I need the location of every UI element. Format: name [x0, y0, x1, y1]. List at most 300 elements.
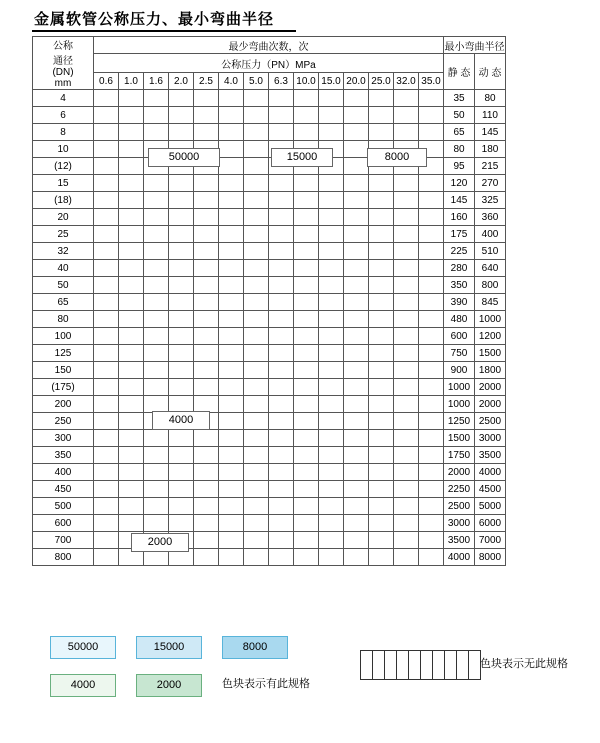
- spec-cell: [169, 328, 194, 345]
- spec-cell: [194, 107, 219, 124]
- radius-dynamic-cell: 145: [475, 124, 506, 141]
- spec-cell: [144, 175, 169, 192]
- dn-cell: 40: [33, 260, 94, 277]
- spec-cell: [244, 90, 269, 107]
- table-row: [33, 158, 506, 175]
- dn-cell: 8: [33, 124, 94, 141]
- radius-static-cell: 175: [444, 226, 475, 243]
- spec-cell: [219, 532, 244, 549]
- spec-cell: [369, 430, 394, 447]
- spec-cell: [219, 328, 244, 345]
- spec-cell: [419, 107, 444, 124]
- legend-swatch-cell: [397, 651, 409, 680]
- spec-cell: [294, 396, 319, 413]
- legend-swatch-cell: [409, 651, 421, 680]
- spec-cell: [344, 209, 369, 226]
- spec-cell: [94, 430, 119, 447]
- spec-cell: [344, 498, 369, 515]
- legend-note-no-spec: 色块表示无此规格: [480, 658, 568, 670]
- spec-cell: [294, 464, 319, 481]
- radius-static-cell: 225: [444, 243, 475, 260]
- table-row: [33, 311, 506, 328]
- header-row-2: [33, 54, 506, 73]
- spec-cell: [119, 379, 144, 396]
- spec-cell: [319, 294, 344, 311]
- spec-cell: [169, 260, 194, 277]
- spec-cell: [394, 294, 419, 311]
- spec-cell: [369, 107, 394, 124]
- spec-cell: [144, 192, 169, 209]
- spec-cell: [219, 345, 244, 362]
- radius-static-cell: 600: [444, 328, 475, 345]
- spec-cell: [294, 175, 319, 192]
- spec-cell: [119, 192, 144, 209]
- spec-cell: [269, 481, 294, 498]
- spec-cell: [369, 277, 394, 294]
- spec-cell: [269, 209, 294, 226]
- spec-cell: [244, 328, 269, 345]
- spec-cell: [94, 124, 119, 141]
- spec-cell: [169, 498, 194, 515]
- spec-cell: [394, 396, 419, 413]
- dn-cell: 800: [33, 549, 94, 566]
- radius-static-cell: 1000: [444, 379, 475, 396]
- spec-cell: [269, 345, 294, 362]
- spec-cell: [419, 447, 444, 464]
- spec-cell: [319, 379, 344, 396]
- legend-swatch-cell: [361, 651, 373, 680]
- spec-cell: [319, 481, 344, 498]
- spec-cell: [294, 260, 319, 277]
- callout-label: 4000: [152, 411, 210, 430]
- radius-dynamic-cell: 2500: [475, 413, 506, 430]
- radius-dynamic-cell: 4500: [475, 481, 506, 498]
- spec-cell: [94, 464, 119, 481]
- spec-cell: [269, 328, 294, 345]
- pn-value-header: 5.0: [244, 73, 269, 90]
- radius-static-cell: 160: [444, 209, 475, 226]
- spec-cell: [194, 345, 219, 362]
- spec-cell: [169, 345, 194, 362]
- pn-value-header: 1.0: [119, 73, 144, 90]
- spec-cell: [269, 549, 294, 566]
- dn-cell: (175): [33, 379, 94, 396]
- spec-cell: [394, 447, 419, 464]
- spec-cell: [194, 464, 219, 481]
- spec-cell: [419, 498, 444, 515]
- spec-cell: [244, 209, 269, 226]
- spec-cell: [219, 311, 244, 328]
- spec-cell: [194, 532, 219, 549]
- spec-cell: [319, 243, 344, 260]
- spec-cell: [319, 311, 344, 328]
- radius-static-cell: 3000: [444, 515, 475, 532]
- spec-cell: [244, 277, 269, 294]
- dn-cell: 20: [33, 209, 94, 226]
- spec-cell: [144, 515, 169, 532]
- spec-cell: [219, 277, 244, 294]
- spec-cell: [194, 90, 219, 107]
- spec-cell: [144, 107, 169, 124]
- spec-cell: [319, 124, 344, 141]
- legend-box-2000: 2000: [136, 674, 202, 697]
- table-row: [33, 464, 506, 481]
- spec-cell: [219, 362, 244, 379]
- dn-cell: 50: [33, 277, 94, 294]
- spec-cell: [94, 481, 119, 498]
- spec-cell: [194, 379, 219, 396]
- spec-cell: [269, 226, 294, 243]
- spec-cell: [394, 328, 419, 345]
- dn-cell: 500: [33, 498, 94, 515]
- spec-cell: [369, 209, 394, 226]
- spec-cell: [144, 260, 169, 277]
- spec-cell: [169, 277, 194, 294]
- table-row: [33, 362, 506, 379]
- spec-cell: [294, 413, 319, 430]
- page-title: 金属软管公称压力、最小弯曲半径: [34, 10, 275, 28]
- spec-cell: [344, 413, 369, 430]
- spec-cell: [369, 124, 394, 141]
- spec-cell: [319, 549, 344, 566]
- spec-cell: [294, 447, 319, 464]
- spec-cell: [194, 447, 219, 464]
- spec-cell: [219, 396, 244, 413]
- radius-dynamic-cell: 360: [475, 209, 506, 226]
- spec-cell: [94, 226, 119, 243]
- spec-cell: [244, 549, 269, 566]
- spec-cell: [344, 532, 369, 549]
- table-row: [33, 124, 506, 141]
- spec-cell: [369, 379, 394, 396]
- spec-cell: [244, 141, 269, 158]
- spec-cell: [194, 226, 219, 243]
- spec-cell: [244, 175, 269, 192]
- spec-cell: [194, 328, 219, 345]
- spec-cell: [244, 107, 269, 124]
- spec-cell: [369, 294, 394, 311]
- spec-cell: [344, 515, 369, 532]
- spec-cell: [269, 532, 294, 549]
- spec-cell: [319, 192, 344, 209]
- spec-cell: [169, 226, 194, 243]
- spec-cell: [344, 430, 369, 447]
- spec-cell: [419, 549, 444, 566]
- bend-radius-header: 最小弯曲半径: [444, 37, 506, 54]
- spec-cell: [319, 260, 344, 277]
- spec-cell: [394, 464, 419, 481]
- dn-cell: 15: [33, 175, 94, 192]
- spec-cell: [369, 192, 394, 209]
- pn-value-header: 35.0: [419, 73, 444, 90]
- spec-cell: [244, 447, 269, 464]
- spec-cell: [419, 192, 444, 209]
- spec-cell: [169, 430, 194, 447]
- dn-cell: 80: [33, 311, 94, 328]
- spec-cell: [119, 226, 144, 243]
- radius-dynamic-cell: 6000: [475, 515, 506, 532]
- dn-cell: 100: [33, 328, 94, 345]
- spec-cell: [244, 379, 269, 396]
- spec-cell: [144, 345, 169, 362]
- dn-cell: 25: [33, 226, 94, 243]
- spec-cell: [194, 124, 219, 141]
- spec-cell: [419, 379, 444, 396]
- spec-cell: [144, 498, 169, 515]
- spec-cell: [219, 515, 244, 532]
- spec-cell: [94, 209, 119, 226]
- spec-cell: [419, 90, 444, 107]
- spec-cell: [169, 124, 194, 141]
- dn-cell: 200: [33, 396, 94, 413]
- callout-label: 15000: [271, 148, 333, 167]
- pn-value-header: 32.0: [394, 73, 419, 90]
- spec-cell: [319, 362, 344, 379]
- spec-cell: [369, 226, 394, 243]
- spec-cell: [294, 498, 319, 515]
- dn-header-line-3: (DN): [52, 67, 74, 78]
- spec-cell: [219, 175, 244, 192]
- radius-dynamic-cell: 325: [475, 192, 506, 209]
- spec-cell: [144, 328, 169, 345]
- spec-cell: [294, 532, 319, 549]
- spec-cell: [119, 141, 144, 158]
- spec-cell: [219, 430, 244, 447]
- dn-header-line-1: 公称: [53, 41, 73, 52]
- table-row: [33, 192, 506, 209]
- spec-cell: [319, 209, 344, 226]
- legend-box-4000: 4000: [50, 674, 116, 697]
- spec-cell: [144, 277, 169, 294]
- pn-value-header: 10.0: [294, 73, 319, 90]
- spec-cell: [294, 226, 319, 243]
- spec-cell: [394, 532, 419, 549]
- spec-cell: [394, 549, 419, 566]
- spec-cell: [219, 413, 244, 430]
- spec-table: [32, 36, 506, 566]
- spec-cell: [169, 379, 194, 396]
- spec-cell: [94, 277, 119, 294]
- dn-header-line-2: 通径: [53, 56, 73, 67]
- spec-cell: [369, 464, 394, 481]
- spec-cell: [294, 243, 319, 260]
- pn-value-header: 4.0: [219, 73, 244, 90]
- spec-cell: [394, 226, 419, 243]
- spec-cell: [394, 345, 419, 362]
- spec-cell: [344, 464, 369, 481]
- spec-cell: [269, 464, 294, 481]
- radius-dynamic-cell: 180: [475, 141, 506, 158]
- spec-cell: [294, 345, 319, 362]
- spec-cell: [169, 209, 194, 226]
- radius-dynamic-cell: 3000: [475, 430, 506, 447]
- spec-cell: [119, 294, 144, 311]
- spec-cell: [319, 498, 344, 515]
- spec-cell: [269, 311, 294, 328]
- spec-cell: [219, 549, 244, 566]
- table-row: [33, 549, 506, 566]
- spec-cell: [169, 362, 194, 379]
- spec-cell: [194, 515, 219, 532]
- spec-cell: [244, 260, 269, 277]
- dn-cell: (18): [33, 192, 94, 209]
- spec-cell: [269, 243, 294, 260]
- spec-cell: [344, 481, 369, 498]
- spec-cell: [219, 498, 244, 515]
- spec-cell: [369, 447, 394, 464]
- spec-cell: [144, 124, 169, 141]
- spec-cell: [244, 532, 269, 549]
- radius-dynamic-cell: 2000: [475, 396, 506, 413]
- spec-cell: [344, 192, 369, 209]
- table-row: [33, 345, 506, 362]
- spec-cell: [344, 226, 369, 243]
- spec-cell: [219, 124, 244, 141]
- spec-cell: [294, 311, 319, 328]
- spec-cell: [244, 294, 269, 311]
- dn-cell: 6: [33, 107, 94, 124]
- radius-dynamic-cell: 1000: [475, 311, 506, 328]
- spec-cell: [94, 379, 119, 396]
- spec-cell: [294, 124, 319, 141]
- pn-value-header: 25.0: [369, 73, 394, 90]
- spec-cell: [244, 515, 269, 532]
- spec-cell: [194, 362, 219, 379]
- spec-cell: [119, 413, 144, 430]
- spec-cell: [344, 124, 369, 141]
- spec-cell: [394, 260, 419, 277]
- radius-dynamic-cell: 1500: [475, 345, 506, 362]
- spec-cell: [344, 311, 369, 328]
- spec-cell: [344, 141, 369, 158]
- spec-cell: [294, 90, 319, 107]
- table-row: [33, 430, 506, 447]
- spec-cell: [144, 243, 169, 260]
- spec-cell: [344, 158, 369, 175]
- spec-cell: [294, 430, 319, 447]
- table-row: [33, 532, 506, 549]
- table-row: [33, 107, 506, 124]
- callout-label: 50000: [148, 148, 220, 167]
- spec-cell: [94, 413, 119, 430]
- spec-cell: [144, 379, 169, 396]
- spec-cell: [344, 175, 369, 192]
- spec-cell: [319, 226, 344, 243]
- spec-cell: [369, 90, 394, 107]
- dn-cell: (12): [33, 158, 94, 175]
- spec-cell: [194, 294, 219, 311]
- spec-cell: [419, 345, 444, 362]
- spec-cell: [169, 243, 194, 260]
- spec-cell: [394, 90, 419, 107]
- radius-dynamic-cell: 110: [475, 107, 506, 124]
- spec-cell: [219, 90, 244, 107]
- spec-cell: [119, 311, 144, 328]
- spec-cell: [269, 175, 294, 192]
- spec-cell: [94, 311, 119, 328]
- spec-cell: [419, 532, 444, 549]
- spec-cell: [194, 277, 219, 294]
- spec-cell: [119, 209, 144, 226]
- pn-value-header: 2.5: [194, 73, 219, 90]
- spec-cell: [94, 498, 119, 515]
- spec-cell: [144, 464, 169, 481]
- spec-cell: [419, 277, 444, 294]
- spec-cell: [94, 532, 119, 549]
- spec-cell: [419, 226, 444, 243]
- spec-cell: [319, 532, 344, 549]
- table-row: [33, 515, 506, 532]
- radius-static-cell: 750: [444, 345, 475, 362]
- spec-cell: [294, 379, 319, 396]
- spec-cell: [319, 447, 344, 464]
- spec-cell: [194, 209, 219, 226]
- pn-value-header: 20.0: [344, 73, 369, 90]
- spec-cell: [369, 243, 394, 260]
- spec-cell: [94, 328, 119, 345]
- spec-cell: [294, 549, 319, 566]
- spec-cell: [219, 294, 244, 311]
- spec-cell: [119, 396, 144, 413]
- spec-cell: [344, 447, 369, 464]
- callout-label: 2000: [131, 533, 189, 552]
- spec-cell: [344, 549, 369, 566]
- dn-cell: 300: [33, 430, 94, 447]
- spec-cell: [394, 209, 419, 226]
- spec-cell: [94, 192, 119, 209]
- radius-static-cell: 350: [444, 277, 475, 294]
- radius-static-cell: 480: [444, 311, 475, 328]
- spec-cell: [369, 481, 394, 498]
- spec-cell: [244, 192, 269, 209]
- spec-cell: [219, 447, 244, 464]
- spec-cell: [169, 294, 194, 311]
- spec-cell: [344, 90, 369, 107]
- radius-dynamic-header: 动 态: [475, 54, 506, 90]
- radius-dynamic-cell: 2000: [475, 379, 506, 396]
- spec-cell: [144, 362, 169, 379]
- spec-cell: [319, 107, 344, 124]
- spec-cell: [194, 498, 219, 515]
- dn-header-cell: [33, 37, 94, 90]
- spec-cell: [369, 260, 394, 277]
- table-row: [33, 379, 506, 396]
- spec-cell: [269, 192, 294, 209]
- legend-swatch-cell: [373, 651, 385, 680]
- radius-dynamic-cell: 800: [475, 277, 506, 294]
- spec-cell: [244, 345, 269, 362]
- spec-cell: [119, 345, 144, 362]
- spec-cell: [419, 481, 444, 498]
- spec-cell: [169, 311, 194, 328]
- dn-cell: 150: [33, 362, 94, 379]
- spec-cell: [419, 413, 444, 430]
- spec-cell: [144, 481, 169, 498]
- spec-cell: [419, 362, 444, 379]
- table-row: [33, 481, 506, 498]
- radius-static-cell: 35: [444, 90, 475, 107]
- dn-header-line-4: mm: [54, 78, 72, 89]
- spec-cell: [219, 158, 244, 175]
- spec-cell: [344, 362, 369, 379]
- spec-cell: [169, 447, 194, 464]
- spec-cell: [394, 515, 419, 532]
- spec-cell: [194, 311, 219, 328]
- spec-cell: [269, 430, 294, 447]
- spec-cell: [219, 226, 244, 243]
- spec-cell: [394, 277, 419, 294]
- spec-cell: [419, 311, 444, 328]
